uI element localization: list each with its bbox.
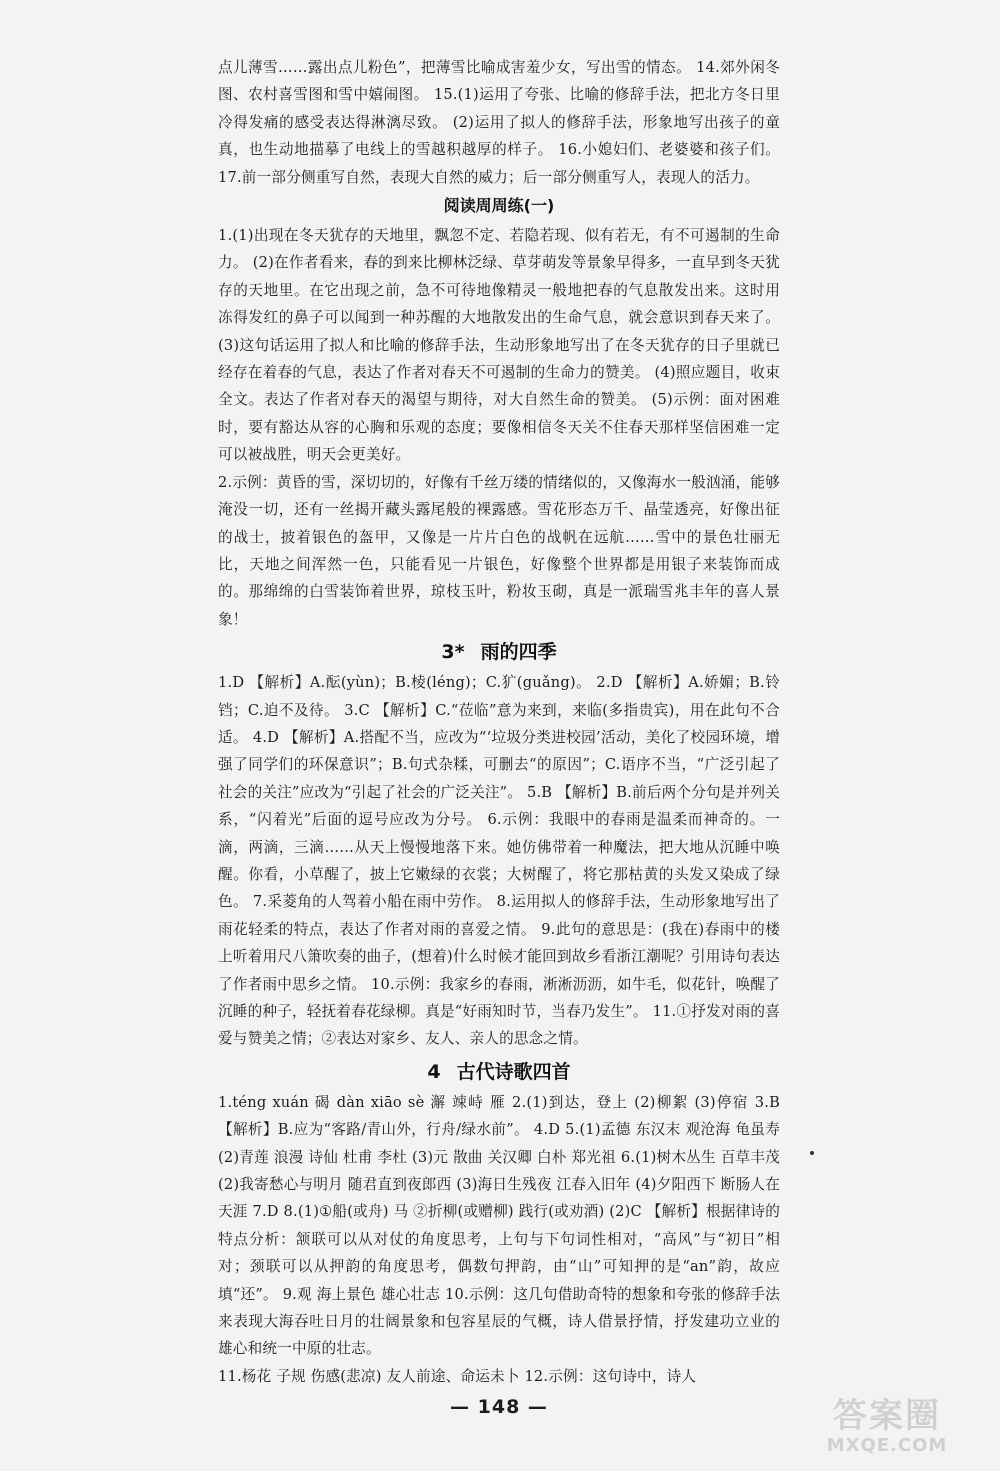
watermark-url: MXQE.COM xyxy=(826,1435,948,1456)
answer-paragraph-intro: 点儿薄雪……露出点儿粉色”，把薄雪比喻成害羞少女，写出雪的情态。 14.郊外闲冬图、农村喜雪图和雪中嬉闹图。 15.(1)运用了夸张、比喻的修辞手法，把北方冬日里冷得发痛的感受表达得淋漓尽致。 (2)运用了拟人的修辞手法，形象地写出孩子的童真，也生动地描摹了电线上的雪越积越厚的样子。 16.小媳妇们、老婆婆和孩子们。 17.前一部分侧重写自然，表现大自然的威力；后一部分侧重写人，表现人的活力。 xyxy=(218,59,780,186)
answer-paragraph-lesson4-continued: 11.杨花 子规 伤感(悲凉) 友人前途、命运未卜 12.示例：这句诗中，诗人 xyxy=(218,1367,697,1385)
lesson-title: 雨的四季 xyxy=(480,641,557,664)
lesson-title: 古代诗歌四首 xyxy=(456,1060,571,1083)
lesson-number: 3* xyxy=(441,641,465,664)
site-watermark xyxy=(802,1397,972,1461)
lesson-heading-4 xyxy=(218,1057,780,1087)
lesson-heading-3 xyxy=(218,637,780,667)
answer-paragraph-reading-q2: 2.示例：黄昏的雪，深切切的，好像有千丝万缕的情绪似的，又像海水一般汹涌，能够淹没一切，还有一丝揭开藏头露尾般的裸露感。雪花形态万千、晶莹透亮，好像出征的战士，披着银色的盔甲，又像是一片片白色的战帆在远航……雪中的景色壮丽无比，天地之间浑然一色，只能看见一片银色，好像整个世界都是用银子来装饰而成的。那绵绵的白雪装饰着世界，琼枝玉叶，粉妆玉砌，真是一派瑞雪兆丰年的喜人景象！ xyxy=(218,473,780,628)
stray-dot xyxy=(810,1151,814,1155)
lesson-number: 4 xyxy=(427,1060,441,1083)
answer-paragraph-lesson4: 1.téng xuán 碣 dàn xiāo sè 澥 竦峙 雁 2.(1)到达，登上 (2)柳絮 (3)停宿 3.B 【解析】B.应为“客路/青山外，行舟/绿水前”。 4.D 5.(1)孟德 东汉末 观沧海 龟虽寿 (2)青莲 浪漫 诗仙 杜甫 李杜 (3)元 散曲 关汉卿 白朴 郑光祖 6.(1)树木丛生 百草丰茂 (2)我寄愁心与明月 随君直到夜郎西 (3)海日生残夜 江春入旧年 (4)夕阳西下 断肠人在天涯 7.D 8.(1)①船(或舟) 马 ②折柳(或赠柳) 践行(或劝酒) (2)C 【解析】根据律诗的特点分析：颔联可以从对仗的角度思考，上句与下句词性相对，“高风”与“初日”相对；颈联可以从押韵的角度思考，偶数句押韵，由“山”可知押的是“an”韵，故应填“还”。 9.观 海上景色 雄心壮志 10.示例：这几句借助奇特的想象和夸张的修辞手法来表现大海吞吐日月的壮阔景象和包容星辰的气概，诗人借景抒情，抒发建功立业的雄心和统一中原的壮志。 xyxy=(218,1093,780,1358)
answer-page xyxy=(218,54,780,1418)
section-heading-reading-weekly: 阅读周周练(一) xyxy=(443,196,555,216)
answer-paragraph-reading-q1: 1.(1)出现在冬天犹存的天地里，飘忽不定、若隐若现、似有若无，有不可遏制的生命力。 (2)在作者看来，春的到来比柳林泛绿、草芽萌发等景象早得多，一直早到冬天犹存的天地里。在它出现之前，急不可待地像精灵一般地把春的气息散发出来。这时用冻得发红的鼻子可以闻到一种苏醒的大地散发出的生命气息，就会意识到春天来了。 (3)这句话运用了拟人和比喻的修辞手法，生动形象地写出了在冬天犹存的日子里就已经存在着春的气息，表达了作者对春天不可遏制的生命力的赞美。 (4)照应题目，收束全文。表达了作者对春天的渴望与期待，对大自然生命的赞美。 (5)示例：面对困难时，要有豁达从容的心胸和乐观的态度；要像相信冬天关不住春天那样坚信困难一定可以被战胜，明天会更美好。 xyxy=(218,227,780,464)
answer-paragraph-lesson3: 1.D 【解析】A.酝(yùn)；B.棱(léng)；C.犷(guǎng)。 2.D 【解析】A.娇媚；B.铃铛；C.迫不及待。 3.C 【解析】C.“莅临”意为来到，来临(多指贵宾)，用在此句不合适。 4.D 【解析】A.搭配不当，应改为“‘垃圾分类进校园’活动，美化了校园环境，增强了同学们的环保意识”；B.句式杂糅，可删去“的原因”；C.语序不当，“广泛引起了社会的关注”应改为“引起了社会的广泛关注”。 5.B 【解析】B.前后两个分句是并列关系，“闪着光”后面的逗号应改为分号。 6.示例：我眼中的春雨是温柔而神奇的。一滴，两滴，三滴……从天上慢慢地落下来。她仿佛带着一种魔法，把大地从沉睡中唤醒。你看，小草醒了，披上它嫩绿的衣裳；大树醒了，将它那枯黄的头发又染成了绿色。 7.采菱角的人驾着小船在雨中劳作。 8.运用拟人的修辞手法，生动形象地写出了雨花轻柔的特点，表达了作者对雨的喜爱之情。 9.此句的意思是：(我在)春雨中的楼上听着用尺八箫吹奏的曲子，(想着)什么时候才能回到故乡看浙江潮呢？引用诗句表达了作者雨中思乡之情。 10.示例：我家乡的春雨，淅淅沥沥，如牛毛，似花针，唤醒了沉睡的种子，轻抚着春花绿柳。真是“好雨知时节，当春乃发生”。 11.①抒发对雨的喜爱与赞美之情；②表达对家乡、友人、亲人的思念之情。 xyxy=(218,674,780,1048)
page-number: — 148 — xyxy=(450,1396,548,1419)
watermark-logo: 答案圈 xyxy=(833,1396,941,1436)
